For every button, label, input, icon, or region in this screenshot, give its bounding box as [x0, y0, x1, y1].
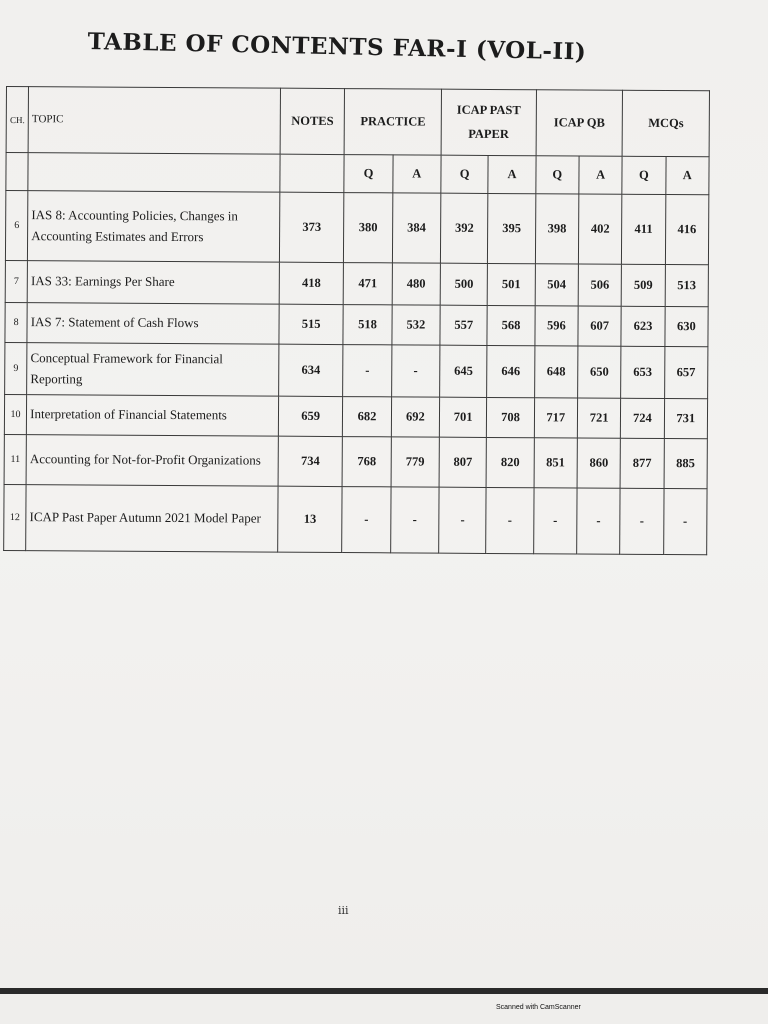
chapter-number: 9 — [5, 342, 27, 394]
blank-cell — [280, 154, 345, 192]
qb-a: 860 — [577, 438, 621, 488]
qb-q: 648 — [534, 346, 578, 398]
mcqs-header: MCQs — [622, 90, 709, 157]
a-header: A — [488, 155, 536, 193]
header-row — [6, 87, 709, 157]
mcq-a: 885 — [664, 439, 708, 489]
table-row — [4, 394, 707, 438]
qb-a: 506 — [578, 264, 622, 306]
practice-q: 682 — [343, 397, 392, 437]
past-paper-q: 392 — [440, 193, 488, 263]
practice-q: 768 — [342, 437, 391, 487]
scan-edge — [0, 988, 768, 994]
past-paper-a: 820 — [486, 437, 534, 487]
icap-past-paper-header: ICAP PAST PAPER — [441, 89, 536, 156]
mcq-q: 877 — [620, 438, 664, 488]
topic-cell: IAS 8: Accounting Policies, Changes in Accounting Estimates and Errors — [28, 191, 280, 263]
chapter-number: 10 — [4, 394, 26, 434]
qb-a: 721 — [577, 398, 621, 438]
practice-q: - — [343, 345, 392, 397]
mcq-a: - — [663, 489, 707, 555]
practice-q: 471 — [344, 263, 393, 305]
practice-a: 384 — [392, 193, 441, 263]
past-paper-a: 708 — [487, 397, 535, 437]
page-title: TABLE OF CONTENTS FAR-I (VOL-II) — [87, 28, 587, 66]
chapter-number: 12 — [4, 484, 27, 550]
page-number: iii — [338, 904, 349, 917]
qb-q: 851 — [534, 438, 578, 488]
mcq-q: 411 — [622, 194, 666, 264]
qb-q: 596 — [535, 306, 579, 346]
topic-cell: IAS 33: Earnings Per Share — [27, 261, 279, 305]
past-paper-q: 645 — [440, 345, 488, 397]
practice-a: 692 — [391, 397, 440, 437]
mcq-q: 623 — [621, 306, 665, 346]
past-paper-a: - — [486, 487, 534, 553]
q-header: Q — [441, 155, 489, 193]
notes-page: 13 — [278, 486, 343, 552]
icap-qb-header: ICAP QB — [536, 90, 623, 157]
ch-header: CH. — [6, 87, 29, 153]
past-paper-a: 646 — [487, 345, 535, 397]
table-row — [5, 191, 708, 265]
past-paper-q: - — [439, 487, 487, 553]
qb-a: 650 — [578, 346, 622, 398]
chapter-number: 6 — [5, 191, 28, 261]
topic-cell: Conceptual Framework for Financial Reporting — [27, 343, 279, 397]
topic-cell: Interpretation of Financial Statements — [27, 395, 279, 437]
table-row — [5, 260, 708, 306]
notes-page: 634 — [279, 344, 344, 396]
notes-page: 734 — [278, 436, 343, 486]
notes-page: 373 — [279, 192, 344, 262]
table-row — [5, 342, 708, 398]
practice-a: 779 — [391, 437, 440, 487]
practice-a: 532 — [392, 305, 441, 345]
mcq-q: 724 — [621, 398, 665, 438]
practice-q: - — [342, 487, 391, 553]
subheader-row — [6, 153, 709, 195]
past-paper-a: 395 — [488, 193, 536, 263]
notes-page: 515 — [279, 304, 344, 344]
topic-cell: IAS 7: Statement of Cash Flows — [27, 303, 279, 345]
qb-q: 717 — [534, 398, 578, 438]
mcq-q: 509 — [621, 264, 665, 306]
qb-q: 504 — [535, 264, 579, 306]
mcq-a: 630 — [665, 307, 709, 347]
past-paper-a: 501 — [488, 263, 536, 305]
practice-a: - — [390, 487, 439, 553]
mcq-a: 513 — [665, 265, 709, 307]
notes-page: 418 — [279, 262, 344, 304]
past-paper-q: 701 — [439, 397, 487, 437]
table-row — [5, 302, 708, 346]
blank-cell — [28, 153, 280, 193]
chapter-number: 7 — [5, 260, 27, 302]
topic-cell: Accounting for Not-for-Profit Organizations — [26, 435, 278, 487]
topic-cell: ICAP Past Paper Autumn 2021 Model Paper — [26, 485, 278, 553]
practice-header: PRACTICE — [344, 89, 441, 156]
notes-header: NOTES — [280, 88, 345, 154]
contents-table — [3, 86, 710, 555]
practice-a: 480 — [392, 263, 441, 305]
mcq-a: 416 — [665, 195, 709, 265]
qb-a: 402 — [578, 194, 622, 264]
past-paper-a: 568 — [487, 305, 535, 345]
past-paper-q: 807 — [439, 437, 487, 487]
q-header: Q — [536, 156, 580, 194]
table-row — [4, 434, 707, 488]
mcq-q: 653 — [621, 346, 665, 398]
a-header: A — [665, 157, 709, 195]
qb-a: - — [577, 488, 621, 554]
qb-q: 398 — [535, 194, 579, 264]
mcq-q: - — [620, 488, 664, 554]
past-paper-q: 500 — [440, 263, 488, 305]
a-header: A — [579, 156, 623, 194]
a-header: A — [393, 155, 442, 193]
topic-header: TOPIC — [28, 87, 280, 155]
table-row — [4, 484, 707, 554]
chapter-number: 11 — [4, 434, 26, 484]
blank-cell — [6, 153, 28, 191]
practice-q: 380 — [344, 193, 393, 263]
mcq-a: 657 — [664, 347, 708, 399]
qb-a: 607 — [578, 306, 622, 346]
chapter-number: 8 — [5, 302, 27, 342]
mcq-a: 731 — [664, 399, 708, 439]
notes-page: 659 — [278, 396, 343, 436]
q-header: Q — [622, 156, 666, 194]
practice-q: 518 — [343, 305, 392, 345]
qb-q: - — [533, 488, 577, 554]
q-header: Q — [344, 155, 393, 193]
practice-a: - — [391, 345, 440, 397]
scanner-watermark: Scanned with CamScanner — [496, 1004, 581, 1011]
past-paper-q: 557 — [440, 305, 488, 345]
